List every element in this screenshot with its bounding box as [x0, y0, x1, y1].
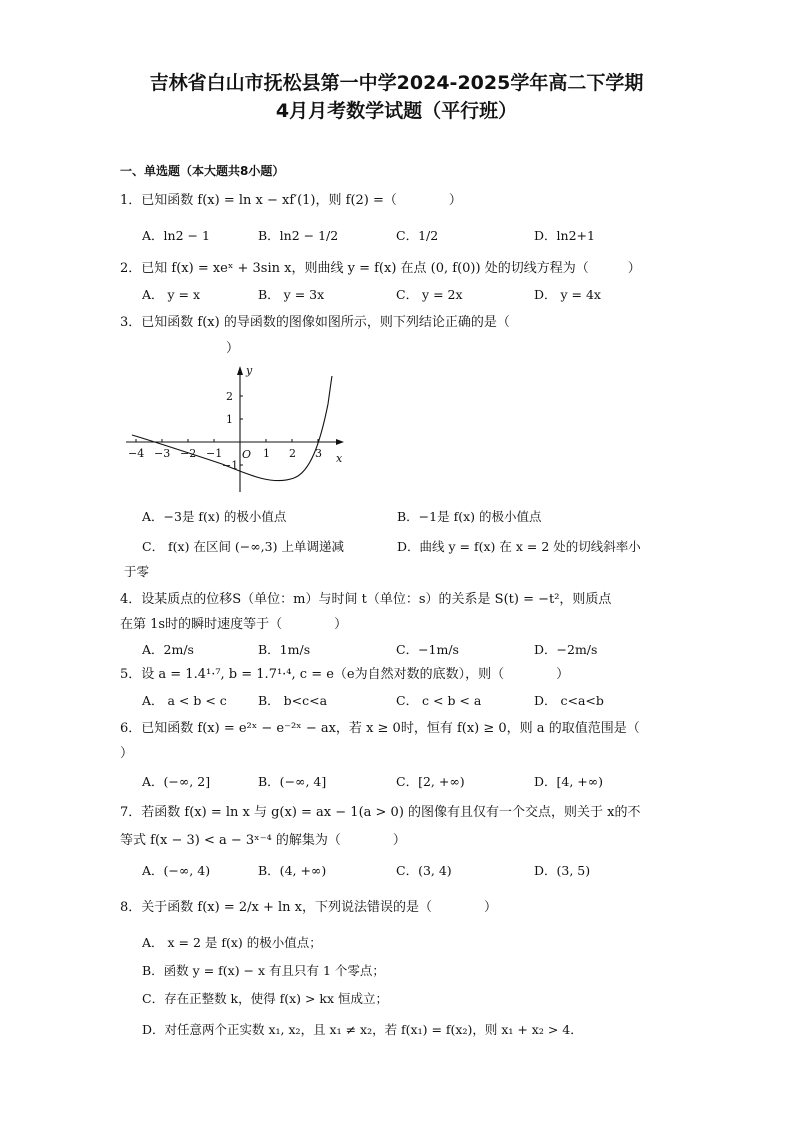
question-1-option-c: C．1/2 — [396, 228, 439, 243]
question-6-stem: 6．已知函数 f(x) = e²ˣ − e⁻²ˣ − ax，若 x ≥ 0时，恒有 f(x) ≥ 0，则 a 的取值范围是（ — [120, 721, 640, 736]
question-4-stem-line2: 在第 1s时的瞬时速度等于（ ） — [120, 617, 348, 632]
y-tick-label: −1 — [222, 459, 239, 472]
question-1-option-d: D．ln2+1 — [534, 228, 595, 243]
question-2-option-b: B． y = 3x — [258, 287, 325, 302]
question-4-option-c: C．−1m/s — [396, 642, 459, 657]
x-axis-label: x — [336, 452, 343, 465]
question-4-option-b: B．1m/s — [258, 642, 311, 657]
question-2-option-c: C． y = 2x — [396, 287, 463, 302]
y-tick-label: 2 — [226, 390, 233, 403]
question-3-option-b: B．−1是 f(x) 的极小值点 — [397, 509, 542, 524]
x-tick-label: −4 — [128, 447, 145, 460]
question-1-stem: 1．已知函数 f(x) = ln x − xf′(1)，则 f(2) =（ ） — [120, 193, 462, 208]
y-axis-arrow — [237, 366, 243, 375]
question-2-option-d: D． y = 4x — [534, 287, 601, 302]
question-5-option-b: B． b<c<a — [258, 693, 328, 708]
x-tick-label: 2 — [289, 447, 296, 460]
x-tick-label: 3 — [315, 447, 322, 460]
question-8-option-a: A． x = 2 是 f(x) 的极小值点； — [142, 935, 322, 950]
x-tick-label: −2 — [180, 447, 197, 460]
question-2-option-a: A． y = x — [142, 287, 201, 302]
question-7-option-d: D．(3, 5) — [534, 863, 591, 878]
question-3-stem-end: ） — [226, 341, 240, 356]
question-6-option-a: A．(−∞, 2] — [142, 774, 211, 789]
section-heading: 一、单选题（本大题共8小题） — [120, 164, 285, 178]
question-5-option-a: A． a < b < c — [142, 693, 227, 708]
question-6-stem-end: ） — [120, 746, 134, 761]
document-title-line2: 4月月考数学试题（平行班） — [275, 100, 518, 122]
question-6-option-b: B．(−∞, 4] — [258, 774, 327, 789]
question-8-option-b: B．函数 y = f(x) − x 有且只有 1 个零点； — [142, 963, 385, 978]
derivative-graph — [122, 364, 350, 496]
question-5-option-c: C． c < b < a — [396, 693, 482, 708]
x-axis-arrow — [336, 439, 344, 445]
question-8-option-d: D．对任意两个正实数 x₁, x₂，且 x₁ ≠ x₂，若 f(x₁) = f(x₂)，则 x₁ + x₂ > 4． — [142, 1022, 583, 1037]
question-7-stem: 7．若函数 f(x) = ln x 与 g(x) = ax − 1(a > 0) 的图像有且仅有一个交点，则关于 x的不 — [120, 805, 641, 820]
question-5-option-d: D． c<a<b — [534, 693, 604, 708]
question-2-stem: 2．已知 f(x) = xeˣ + 3sin x，则曲线 y = f(x) 在点 (0, f(0)) 处的切线方程为（ ） — [120, 261, 641, 276]
question-8-option-c: C．存在正整数 k，使得 f(x) > kx 恒成立； — [142, 991, 389, 1006]
question-5-stem: 5．设 a = 1.4¹·⁷, b = 1.7¹·⁴, c = e（e为自然对数的底数），则（ ） — [120, 667, 570, 682]
x-tick-label: −3 — [154, 447, 171, 460]
question-6-option-d: D．[4, +∞) — [534, 774, 604, 789]
question-3-option-a: A．−3是 f(x) 的极小值点 — [142, 509, 287, 524]
question-6-option-c: C．[2, +∞) — [396, 774, 465, 789]
question-4-option-d: D．−2m/s — [534, 642, 598, 657]
question-7-option-c: C．(3, 4) — [396, 863, 452, 878]
y-tick-label: 1 — [226, 413, 233, 426]
question-7-option-a: A．(−∞, 4) — [142, 863, 211, 878]
question-3-option-c: C． f(x) 在区间 (−∞,3) 上单调递减 — [142, 539, 344, 554]
question-3-option-d: D．曲线 y = f(x) 在 x = 2 处的切线斜率小 — [397, 539, 641, 554]
question-8-stem: 8．关于函数 f(x) = 2/x + ln x，下列说法错误的是（ ） — [120, 900, 497, 915]
x-tick-label: −1 — [206, 447, 223, 460]
document-title-line1: 吉林省白山市抚松县第一中学2024-2025学年高二下学期 — [149, 72, 644, 94]
question-4-stem: 4．设某质点的位移S（单位：m）与时间 t（单位：s）的关系是 S(t) = −t²，则质点 — [120, 592, 612, 607]
question-1-option-b: B．ln2 − 1/2 — [258, 228, 339, 243]
y-axis-label: y — [246, 364, 253, 377]
question-1-option-a: A．ln2 − 1 — [142, 228, 210, 243]
x-tick-label: 1 — [263, 447, 270, 460]
origin-label: O — [242, 448, 252, 461]
question-7-option-b: B．(4, +∞) — [258, 863, 327, 878]
question-4-option-a: A．2m/s — [142, 642, 194, 657]
question-7-stem-line2: 等式 f(x − 3) < a − 3ˣ⁻⁴ 的解集为（ ） — [120, 833, 406, 848]
question-3-stem: 3．已知函数 f(x) 的导函数的图像如图所示，则下列结论正确的是（ — [120, 315, 510, 330]
question-3-option-d-continued: 于零 — [124, 564, 150, 579]
